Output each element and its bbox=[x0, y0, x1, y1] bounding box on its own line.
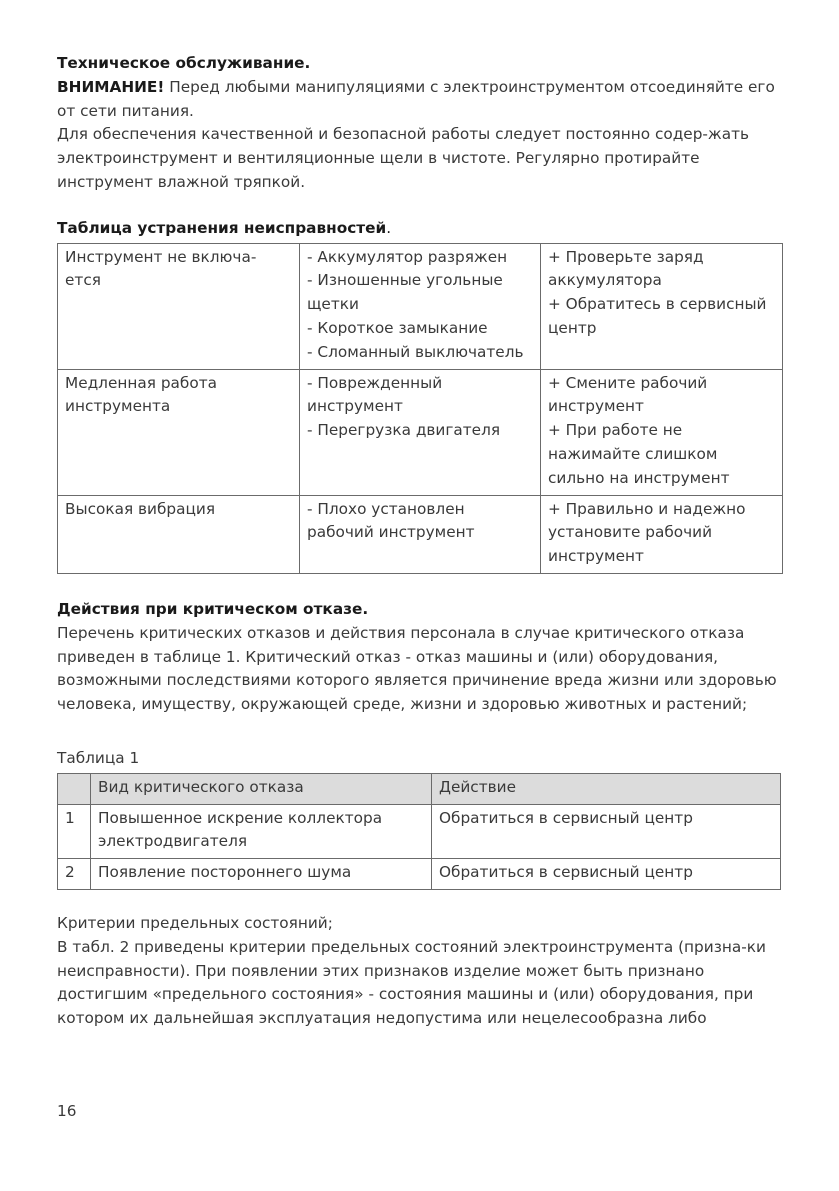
problem-cell: Инструмент не включа-ется bbox=[58, 243, 300, 369]
remedies-cell bbox=[541, 495, 783, 573]
troubleshooting-heading-dot: . bbox=[386, 218, 392, 237]
cause-item: - Изношенные угольные щетки bbox=[307, 271, 503, 314]
maintenance-heading: Техническое обслуживание. bbox=[57, 54, 311, 72]
table1-caption: Таблица 1 bbox=[57, 748, 140, 767]
row-failure: Повышенное искрение коллектора электродвигателя bbox=[91, 804, 432, 859]
row-action: Обратиться в сервисный центр bbox=[432, 859, 781, 890]
header-action: Действие bbox=[432, 773, 781, 804]
row-action: Обратиться в сервисный центр bbox=[432, 804, 781, 859]
limits-paragraph: В табл. 2 приведены критерии предельных состояний электроинструмента (призна-ки неисправности). При появлении этих признаков изделие может быть признано достигшим «предельного состояния» - состояния машины и (или) оборудования, при котором их дальнейшая эксплуатация недопустима или нецелесообразна либо bbox=[57, 937, 766, 1028]
causes-cell bbox=[300, 495, 541, 573]
page-number: 16 bbox=[57, 1102, 77, 1120]
troubleshooting-heading-text: Таблица устранения неисправностей bbox=[57, 218, 387, 237]
warning-paragraph bbox=[57, 76, 783, 124]
row-num: 1 bbox=[58, 804, 91, 859]
remedies-cell bbox=[541, 369, 783, 495]
remedies-cell bbox=[541, 243, 783, 369]
remedy-item: + Проверьте заряд аккумулятора bbox=[548, 247, 704, 290]
cause-item: - Короткое замыкание bbox=[307, 318, 488, 337]
critical-failures-table bbox=[57, 773, 781, 890]
table-row bbox=[58, 495, 783, 573]
warning-text: Перед любыми манипуляциями с электроинструментом отсоединяйте его от сети питания. bbox=[57, 77, 775, 120]
cause-item: - Аккумулятор разряжен bbox=[307, 247, 508, 266]
table-row bbox=[58, 804, 781, 859]
limits-heading: Критерии предельных состояний; bbox=[57, 913, 333, 932]
problem-cell: Высокая вибрация bbox=[58, 495, 300, 573]
maintenance-paragraph: Для обеспечения качественной и безопасной работы следует постоянно содер-жать электроинструмент и вентиляционные щели в чистоте. Регулярно протирайте инструмент влажной тряпкой. bbox=[57, 125, 750, 191]
causes-cell bbox=[300, 243, 541, 369]
cause-item: - Плохо установлен рабочий инструмент bbox=[307, 499, 475, 542]
remedy-item: + При работе не нажимайте слишком сильно на инструмент bbox=[548, 421, 730, 487]
table-row bbox=[58, 369, 783, 495]
problem-cell: Медленная работа инструмента bbox=[58, 369, 300, 495]
header-failure: Вид критического отказа bbox=[91, 773, 432, 804]
remedy-item: + Правильно и надежно установите рабочий инструмент bbox=[548, 499, 746, 566]
cause-item: - Поврежденный инструмент bbox=[307, 373, 443, 416]
table-row bbox=[58, 243, 783, 369]
critical-paragraph: Перечень критических отказов и действия персонала в случае критического отказа приведен в таблице 1. Критический отказ - отказ машины и (или) оборудования, возможными последствиями которого является причинение вреда жизни или здоровью человека, имуществу, окружающей среде, жизни и здоровью животных и растений; bbox=[57, 623, 777, 714]
row-failure: Появление постороннего шума bbox=[91, 859, 432, 890]
document-page bbox=[57, 52, 783, 1031]
row-num: 2 bbox=[58, 859, 91, 890]
cause-item: - Перегрузка двигателя bbox=[307, 421, 501, 440]
causes-cell bbox=[300, 369, 541, 495]
header-num bbox=[58, 773, 91, 804]
table-row bbox=[58, 859, 781, 890]
remedy-item: + Обратитесь в сервисный центр bbox=[548, 295, 767, 337]
cause-item: - Сломанный выключатель bbox=[307, 342, 524, 361]
critical-heading: Действия при критическом отказе. bbox=[57, 599, 369, 618]
remedy-item: + Смените рабочий инструмент bbox=[548, 373, 708, 416]
table-header-row bbox=[58, 773, 781, 804]
troubleshooting-heading bbox=[57, 217, 783, 241]
troubleshooting-table bbox=[57, 243, 783, 574]
warning-label: ВНИМАНИЕ! bbox=[57, 77, 165, 96]
